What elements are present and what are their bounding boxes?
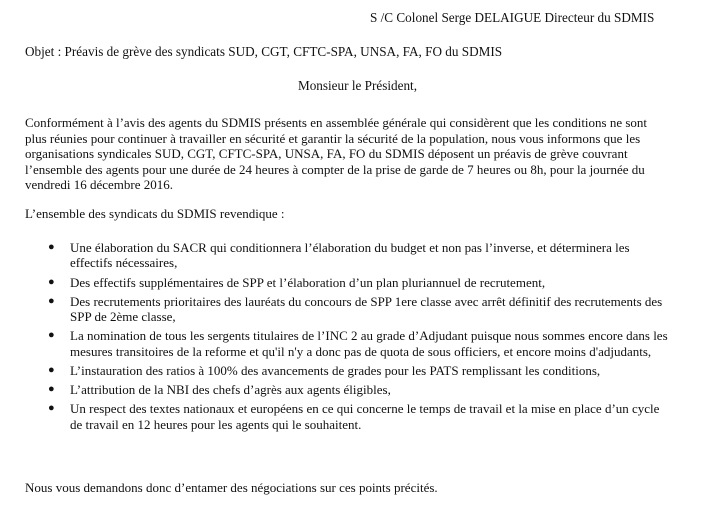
intro-line: organisations syndicales SUD, CGT, CFTC-SPA, UNSA, FA, FO du SDMIS déposent un préavis de grève couvrant bbox=[25, 146, 628, 162]
list-item bbox=[0, 401, 695, 432]
closing-line: Nous vous demandons donc d’entamer des négociations sur ces points précités. bbox=[25, 480, 438, 495]
demand-line: L’attribution de la NBI des chefs d’agrès aux agents éligibles, bbox=[70, 382, 391, 398]
list-item bbox=[0, 363, 695, 378]
subject-line: Objet : Préavis de grève des syndicats SUD, CGT, CFTC-SPA, UNSA, FA, FO du SDMIS bbox=[25, 44, 503, 59]
intro-line: vendredi 16 décembre 2016. bbox=[25, 177, 174, 193]
bullet-icon: ● bbox=[48, 383, 55, 396]
bullet-icon: ● bbox=[48, 275, 55, 288]
demand-line: Une élaboration du SACR qui conditionnera l’élaboration du budget et non pas l’inverse, et déterminera les bbox=[70, 240, 630, 255]
demands-list bbox=[0, 240, 715, 436]
demand-line: de travail en 12 heures pour les agents qui le souhaitent. bbox=[70, 416, 362, 432]
bullet-icon: ● bbox=[48, 294, 55, 307]
demand-line: La nomination de tous les sergents titulaires de l’INC 2 au grade d’Adjudant puisque nous sommes encore dans les bbox=[70, 328, 668, 344]
list-item bbox=[0, 294, 695, 325]
demand-line: effectifs nécessaires, bbox=[70, 255, 178, 271]
bullet-icon: ● bbox=[48, 329, 55, 342]
salutation: Monsieur le Président, bbox=[297, 78, 418, 93]
demand-line: Des effectifs supplémentaires de SPP et l’élaboration d’un plan pluriannuel de recrutement, bbox=[70, 274, 546, 290]
demand-line: Des recrutements prioritaires des lauréats du concours de SPP 1ere classe avec arrêt définitif des recrutements des bbox=[70, 293, 663, 309]
list-item bbox=[0, 328, 695, 359]
list-item bbox=[0, 382, 695, 397]
intro-line: Conformément à l’avis des agents du SDMIS présents en assemblée générale qui considèrent que les conditions ne sont bbox=[25, 115, 648, 130]
recipient-line: S /C Colonel Serge DELAIGUE Directeur du SDMIS bbox=[370, 10, 655, 25]
list-item bbox=[0, 275, 695, 290]
demand-line: L’instauration des ratios à 100% des avancements de grades pour les PATS remplissant les conditions, bbox=[70, 363, 601, 379]
demand-line: SPP de 2ème classe, bbox=[70, 309, 176, 325]
intro-paragraph bbox=[25, 115, 697, 193]
demands-heading: L’ensemble des syndicats du SDMIS revendique : bbox=[25, 206, 285, 221]
bullet-icon: ● bbox=[48, 364, 55, 377]
list-item bbox=[0, 240, 695, 271]
bullet-icon: ● bbox=[48, 402, 55, 415]
demand-line: Un respect des textes nationaux et européens en ce qui concerne le temps de travail et la mise en place d’un cycle bbox=[70, 401, 660, 417]
demand-line: mesures transitoires de la reforme et qu'il n'y a donc pas de quota de sous officiers, et encore moins d'adjudants, bbox=[70, 343, 652, 359]
bullet-icon: ● bbox=[48, 241, 55, 253]
intro-line: plus réunies pour continuer à travailler en sécurité et garantir la sécurité de la population, nous vous informons que les bbox=[25, 130, 641, 146]
intro-line: l’ensemble des agents pour une durée de 24 heures à compter de la prise de garde de 7 heures ou 8h, pour la journée du bbox=[25, 161, 645, 177]
